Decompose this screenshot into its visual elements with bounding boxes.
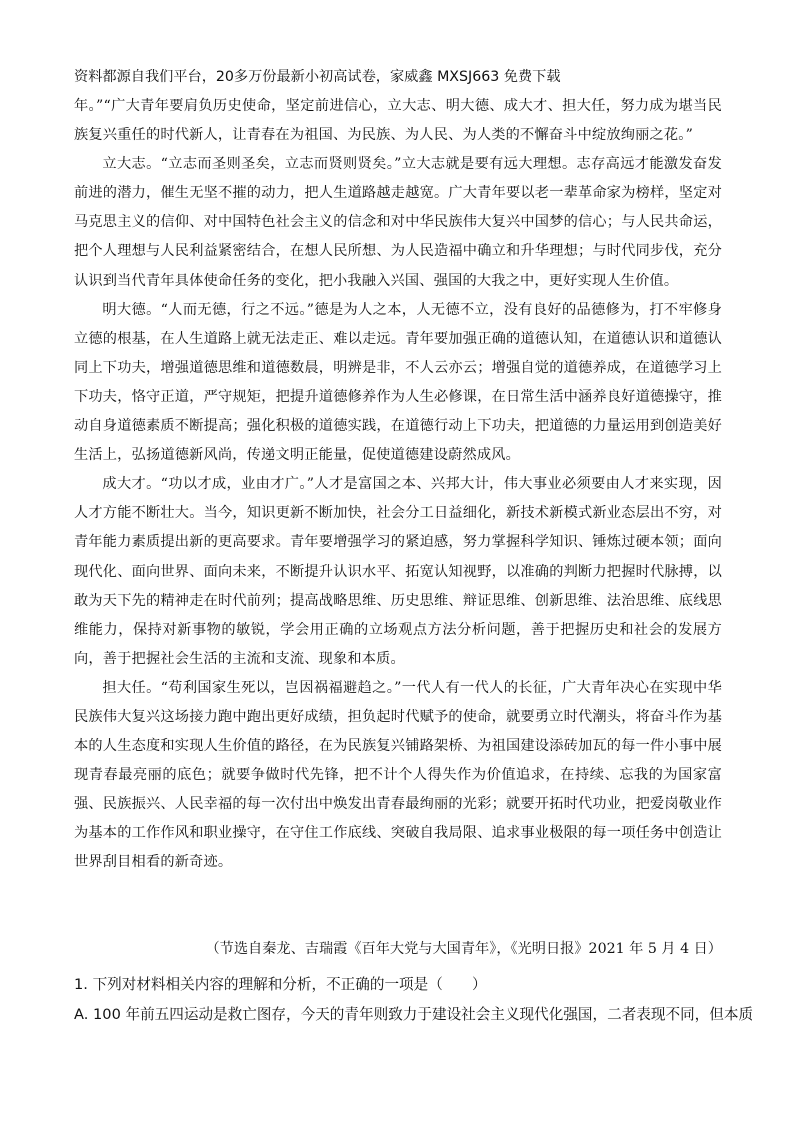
article-source-citation: （节选自秦龙、吉瑞霞《百年大党与大国青年》，《光明日报》2021 年 5 月 4 日） bbox=[205, 941, 722, 957]
paragraph-cheng-da-cai: 成大才。“功以才成，业由才广。”人才是富国之本、兴邦大计，伟大事业必须要由人才来实现，因人才方能不断壮大。当今，知识更新不断加快，社会分工日益细化，新技术新模式新业态层出不穷，对青年能力素质提出新的更高要求。青年要增强学习的紧迫感，努力掌握科学知识、锤炼过硬本领；面向现代化、面向世界、面向未来，不断提升认识水平、拓宽认知视野，以准确的判断力把握时代脉搏，以敢为天下先的精神走在时代前列；提高战略思维、历史思维、辩证思维、创新思维、法治思维、底线思维能力，保持对新事物的敏锐，学会用正确的立场观点方法分析问题，善于把握历史和社会的发展方向，善于把握社会生活的主流和支流、现象和本质。 bbox=[74, 476, 722, 667]
paragraph-ming-da-de: 明大德。“人而无德，行之不远。”德是为人之本，人无德不立，没有良好的品德修为，打不牢修身立德的根基，在人生道路上就无法走正、难以走远。青年要加强正确的道德认知，在道德认识和道德认同上下功夫，增强道德思维和道德数晨，明辨是非，不人云亦云；增强自觉的道德养成，在道德学习上下功夫，恪守正道，严守规矩，把提升道德修养作为人生必修课，在日常生活中涵养良好道德操守，推动自身道德素质不断提高；强化积极的道德实践，在道德行动上下功夫，把道德的力量运用到创造美好生活上，弘扬道德新风尚，传递文明正能量，促使道德建设蔚然成风。 bbox=[74, 301, 722, 464]
paragraph-li-da-zhi: 立大志。“立志而圣则圣矣，立志而贤则贤矣。”立大志就是要有远大理想。志存高远才能激发奋发前进的潜力，催生无坚不摧的动力，把人生道路越走越宽。广大青年要以老一辈革命家为榜样，坚定对马克思主义的信仰、对中国特色社会主义的信念和对中华民族伟大复兴中国梦的信心；与人民共命运，把个人理想与人民利益紧密结合，在想人民所想、为人民造福中确立和升华理想；与时代同步伐，充分认识到当代青年具体使命任务的变化，把小我融入兴国、强国的大我之中，更好实现人生价值。 bbox=[74, 156, 722, 289]
question-option-a: A. 100 年前五四运动是救亡图存，今天的青年则致力于建设社会主义现代化强国，二者表现不同，但本质 bbox=[74, 1006, 754, 1023]
article-body bbox=[74, 92, 722, 878]
question-block bbox=[74, 970, 754, 1030]
promo-header-line: 资料都源自我们平台，20多万份最新小初高试卷，家威鑫 MXSJ663 免费下载 bbox=[74, 69, 561, 85]
paragraph-dan-da-ren: 担大任。“苟利国家生死以，岂因祸福避趋之。”一代人有一代人的长征，广大青年决心在实现中华民族伟大复兴这场接力跑中跑出更好成绩，担负起时代赋予的使命，就要勇立时代潮头，将奋斗作为基本的人生态度和实现人生价值的路径，在为民族复兴铺路架桥、为祖国建设添砖加瓦的每一件小事中展现青春最亮丽的底色；就要争做时代先锋，把不计个人得失作为价值追求，在持续、忘我的为国家富强、民族振兴、人民幸福的每一次付出中焕发出青春最绚丽的光彩；就要开拓时代功业，把爱岗敬业作为基本的工作作风和职业操守，在守住工作底线、突破自我局限、追求事业极限的每一项任务中创造让世界刮目相看的新奇迹。 bbox=[74, 679, 722, 871]
question-stem: 1. 下列对材料相关内容的理解和分析，不正确的一项是（ ） bbox=[74, 976, 487, 993]
paragraph-continuation: 年。”“广大青年要肩负历史使命，坚定前进信心，立大志、明大德、成大才、担大任，努力成为堪当民族复兴重任的时代新人，让青春在为祖国、为民族、为人民、为人类的不懈奋斗中绽放绚丽之花。” bbox=[74, 98, 722, 144]
